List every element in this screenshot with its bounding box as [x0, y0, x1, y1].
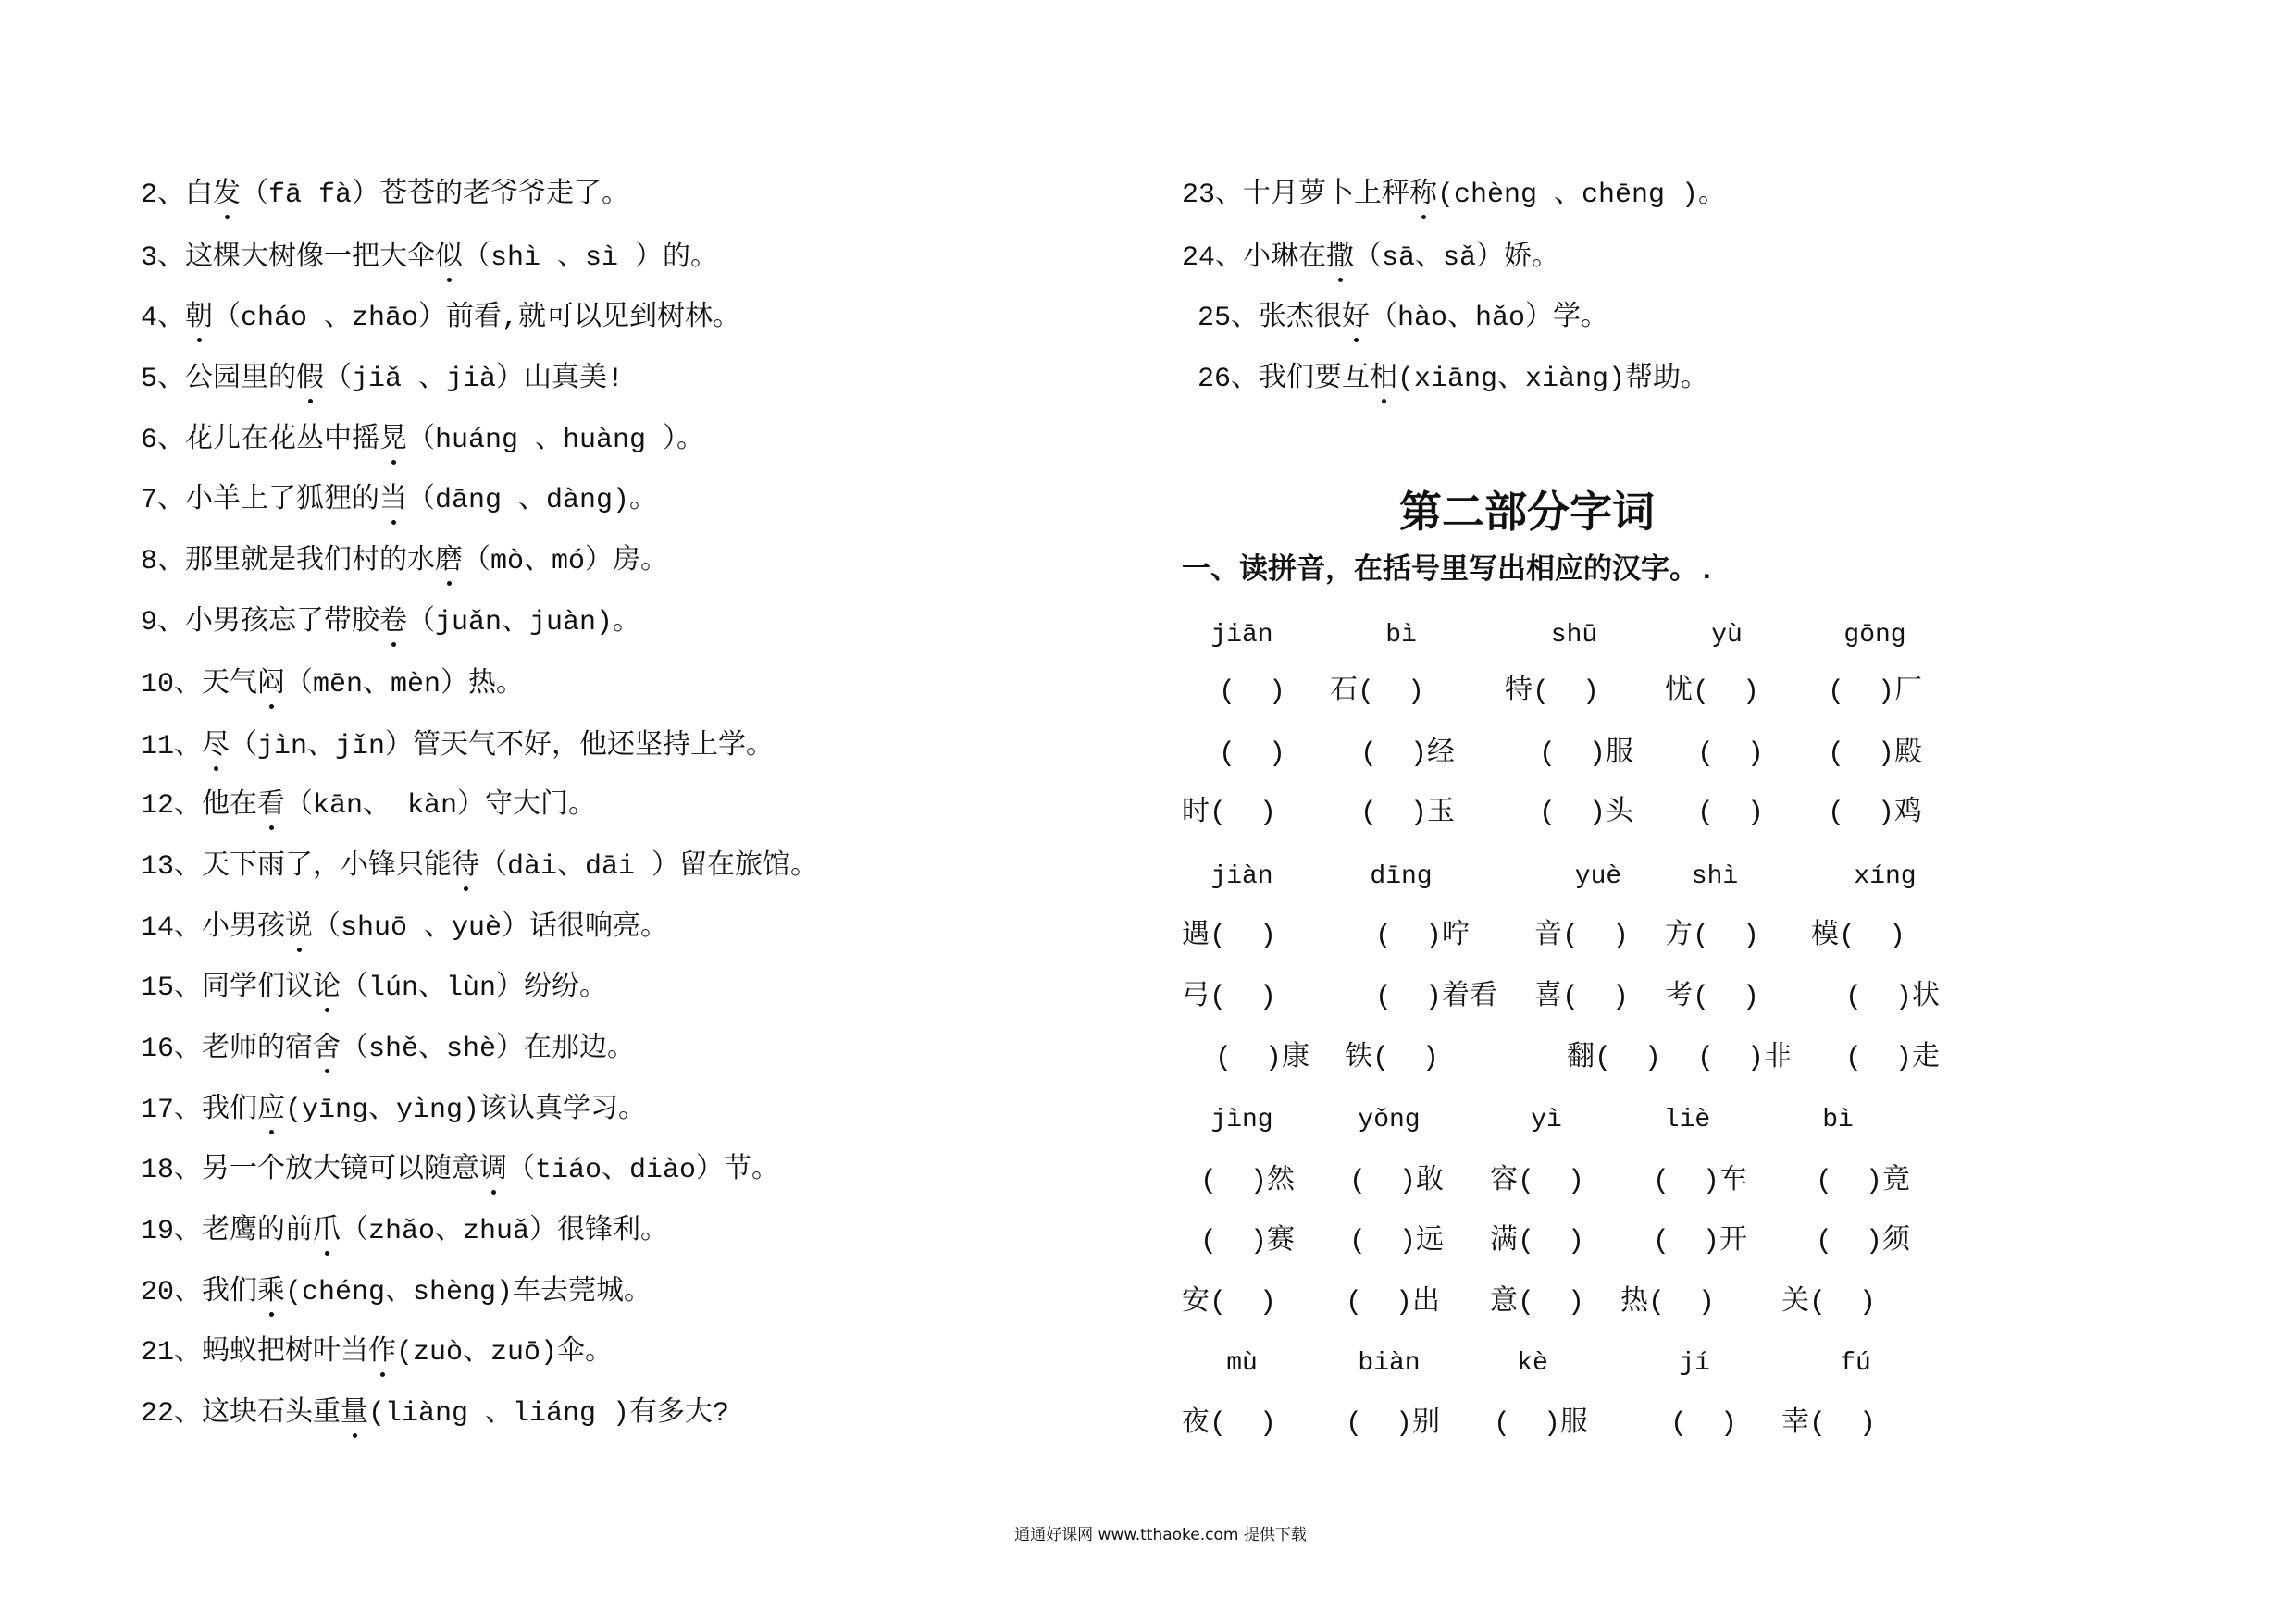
fill-in-cell: ( )然 [1200, 1166, 1296, 1197]
target-character: 磨 [435, 546, 464, 577]
fill-in-cell: 石( ) [1330, 676, 1425, 708]
question-number: 25、 [1198, 303, 1260, 334]
question-item [141, 484, 657, 517]
question-item [141, 1397, 729, 1431]
question-text-after: （mēn、mèn）热。 [285, 669, 525, 700]
question-item [141, 363, 624, 396]
question-text-after: (xiāng、xiàng)帮助。 [1397, 364, 1709, 395]
part-two-title: 第二部分字词 [1399, 487, 1655, 537]
fill-in-cell: ( )康 [1215, 1043, 1310, 1074]
target-character: 撒 [1326, 242, 1355, 274]
target-character: 假 [296, 364, 325, 395]
question-text-after: （jìn、jǐn）管天气不好，他还坚持上学。 [230, 731, 775, 762]
fill-in-cell: 考( ) [1665, 982, 1760, 1013]
fill-in-cell: ( )玉 [1360, 798, 1456, 829]
fill-in-cell: ( )开 [1653, 1226, 1748, 1258]
fill-in-cell: ( )厂 [1828, 676, 1923, 708]
question-number: 22、 [141, 1398, 203, 1430]
question-text-after: （mò、mó）房。 [463, 546, 669, 577]
question-text-before: 我们 [202, 1277, 258, 1308]
fill-in-cell: ( ) [1219, 738, 1286, 770]
pinyin-label: kè [1517, 1349, 1548, 1378]
pinyin-label: yuè [1574, 862, 1622, 891]
target-character: 卷 [379, 607, 408, 638]
target-character: 说 [285, 912, 314, 944]
fill-in-cell: ( )状 [1845, 982, 1941, 1013]
target-character: 乘 [257, 1277, 286, 1308]
pinyin-label: shū [1550, 621, 1598, 650]
question-text-after: （shì 、sì ）的。 [463, 242, 719, 274]
question-number: 15、 [141, 973, 203, 1004]
pinyin-label: gōng [1843, 621, 1906, 650]
pinyin-label: jìng [1210, 1106, 1273, 1134]
question-text-after: (chéng、shèng)车去莞城。 [285, 1277, 652, 1308]
fill-in-cell: 喜( ) [1534, 982, 1630, 1013]
question-text-before: 十月萝卜上秤 [1243, 180, 1410, 211]
target-character: 量 [341, 1398, 369, 1430]
fill-in-cell: 遇( ) [1182, 921, 1277, 952]
fill-in-cell: ( )非 [1697, 1043, 1793, 1074]
target-character: 调 [479, 1155, 508, 1186]
pinyin-label: xíng [1854, 862, 1917, 891]
target-character: 称 [1409, 180, 1438, 211]
fill-in-cell: ( )服 [1494, 1408, 1589, 1440]
fill-in-cell: 关( ) [1781, 1287, 1877, 1319]
fill-in-cell: ( )远 [1349, 1226, 1445, 1258]
pinyin-label: liè [1663, 1106, 1711, 1134]
question-text-before: 老师的宿 [202, 1034, 314, 1065]
question-text-after: （fā fà）苍苍的老爷爷走了。 [241, 180, 630, 211]
question-text-after: （sā、sǎ）娇。 [1354, 242, 1560, 274]
pinyin-label: mù [1226, 1349, 1258, 1378]
question-item [141, 424, 704, 457]
question-number: 11、 [141, 731, 203, 762]
fill-in-cell: 模( ) [1811, 921, 1906, 952]
fill-in-cell: ( )竟 [1816, 1166, 1911, 1197]
fill-in-cell: ( )走 [1845, 1043, 1941, 1074]
question-text-before: 同学们议 [202, 973, 314, 1004]
question-item [141, 179, 629, 212]
question-number: 8、 [141, 546, 186, 577]
question-item [1198, 302, 1608, 335]
pinyin-label: shì [1691, 862, 1739, 891]
fill-in-cell: ( )别 [1346, 1408, 1441, 1440]
question-text-after: （shuō 、yuè）话很响亮。 [313, 912, 669, 944]
question-item [1182, 179, 1726, 212]
question-number: 18、 [141, 1155, 203, 1186]
pinyin-label: yù [1711, 621, 1743, 650]
question-text-after: （tiáo、diào）节。 [507, 1155, 780, 1186]
pinyin-label: bì [1385, 621, 1417, 650]
pinyin-label: fú [1840, 1349, 1871, 1378]
fill-in-cell: 容( ) [1490, 1166, 1585, 1197]
question-text-before: 这块石头重 [202, 1398, 341, 1430]
target-character: 闷 [257, 669, 286, 700]
fill-in-cell: ( )赛 [1200, 1226, 1296, 1258]
question-text-after: （dài、dāi ）留在旅馆。 [479, 851, 819, 883]
question-item [141, 850, 818, 884]
question-text-before: 张杰很 [1259, 303, 1343, 334]
question-number: 21、 [141, 1337, 203, 1369]
target-character: 作 [368, 1337, 397, 1369]
question-number: 13、 [141, 851, 203, 883]
question-item [141, 668, 524, 701]
question-text-before: 老鹰的前 [202, 1216, 314, 1247]
question-text-before: 另一个放大镜可以随意 [202, 1155, 480, 1186]
question-text-before: 我们 [202, 1095, 258, 1126]
question-number: 19、 [141, 1216, 203, 1247]
fill-in-cell: 意( ) [1490, 1287, 1585, 1319]
question-item [141, 1094, 646, 1127]
pinyin-label: jí [1679, 1349, 1710, 1378]
fill-in-cell: ( ) [1697, 738, 1765, 770]
target-character: 应 [257, 1095, 286, 1126]
target-character: 当 [379, 485, 408, 516]
question-text-before: 白 [185, 180, 214, 211]
target-character: 晃 [379, 425, 408, 456]
target-character: 爪 [313, 1216, 341, 1247]
target-character: 待 [452, 851, 480, 883]
question-number: 4、 [141, 303, 186, 334]
target-character: 尽 [202, 731, 230, 762]
fill-in-cell: 夜( ) [1182, 1408, 1277, 1440]
question-text-after: （hào、hǎo）学。 [1370, 303, 1609, 334]
fill-in-cell: ( )须 [1816, 1226, 1911, 1258]
question-item [141, 972, 607, 1005]
pinyin-label: yì [1531, 1106, 1562, 1134]
target-character: 朝 [185, 303, 214, 334]
question-item [141, 730, 774, 763]
fill-in-cell: ( )头 [1539, 798, 1634, 829]
target-character: 舍 [313, 1034, 341, 1065]
fill-in-cell: ( )敢 [1349, 1166, 1445, 1197]
fill-in-cell: ( )鸡 [1828, 798, 1923, 829]
question-text-after: （kān、 kàn）守大门。 [285, 790, 597, 822]
target-character: 发 [213, 180, 242, 211]
question-text-after: （shě、shè）在那边。 [341, 1034, 636, 1065]
section-one-instruction: 一、读拼音，在括号里写出相应的汉字。. [1182, 555, 1716, 588]
fill-in-cell: 铁( ) [1345, 1043, 1440, 1074]
fill-in-cell: ( )殿 [1828, 738, 1923, 770]
pinyin-label: jiàn [1210, 862, 1273, 891]
question-item [141, 1336, 613, 1369]
fill-in-cell: 满( ) [1490, 1226, 1585, 1258]
target-character: 论 [313, 973, 341, 1004]
question-number: 3、 [141, 242, 186, 274]
pinyin-label: dīng [1370, 862, 1433, 891]
question-text-before: 小男孩 [202, 912, 286, 944]
question-number: 17、 [141, 1095, 203, 1126]
fill-in-cell: ( )经 [1360, 738, 1456, 770]
question-number: 6、 [141, 425, 186, 456]
question-number: 26、 [1198, 364, 1260, 395]
question-text-before: 公园里的 [185, 364, 297, 395]
question-item [141, 545, 668, 578]
question-text-after: （huáng 、huàng ）。 [407, 425, 705, 456]
question-text-after: (zuò、zuō)伞。 [396, 1337, 614, 1369]
target-character: 似 [435, 242, 464, 274]
fill-in-cell: ( ) [1219, 676, 1286, 708]
question-text-after: （jiǎ 、jià）山真美! [324, 364, 625, 395]
question-text-before: 天下雨了，小锋只能 [202, 851, 453, 883]
question-number: 16、 [141, 1034, 203, 1065]
question-text-before: 天气 [202, 669, 258, 700]
question-item [141, 911, 668, 945]
fill-in-cell: ( )服 [1539, 738, 1634, 770]
question-text-after: （lún、lùn）纷纷。 [341, 973, 608, 1004]
question-item [1182, 242, 1559, 275]
question-number: 20、 [141, 1277, 203, 1308]
question-text-after: (liàng 、liáng )有多大? [368, 1398, 730, 1430]
question-text-before: 这棵大树像一把大伞 [185, 242, 436, 274]
fill-in-cell: 音( ) [1534, 921, 1630, 952]
pinyin-label: biàn [1358, 1349, 1421, 1378]
question-number: 12、 [141, 790, 203, 822]
target-character: 好 [1342, 303, 1371, 334]
fill-in-cell: ( ) [1697, 798, 1765, 829]
fill-in-cell: ( )咛 [1375, 921, 1471, 952]
question-text-before: 小羊上了狐狸的 [185, 485, 380, 516]
question-number: 2、 [141, 180, 186, 211]
question-text-before: 小琳在 [1243, 242, 1327, 274]
footer-credit: 通通好课网 www.tthaoke.com 提供下载 [1014, 1526, 1307, 1544]
question-number: 9、 [141, 607, 186, 638]
question-text-after: （zhǎo、zhuǎ）很锋利。 [341, 1216, 669, 1247]
fill-in-cell: 翻( ) [1567, 1043, 1662, 1074]
question-item [141, 1215, 668, 1248]
question-text-before: 他在 [202, 790, 258, 822]
fill-in-cell: 时( ) [1182, 798, 1277, 829]
question-number: 10、 [141, 669, 203, 700]
question-text-before: 我们要互 [1259, 364, 1371, 395]
fill-in-cell: ( )车 [1653, 1166, 1748, 1197]
question-number: 14、 [141, 912, 203, 944]
question-text-before: 花儿在花丛中摇 [185, 425, 380, 456]
question-text-after: (yīng、yìng)该认真学习。 [285, 1095, 647, 1126]
question-text-before: 蚂蚁把树叶当 [202, 1337, 369, 1369]
question-text-after: (chèng 、chēng )。 [1437, 180, 1727, 211]
question-text-after: （juǎn、juàn)。 [407, 607, 641, 638]
question-item [141, 1276, 652, 1309]
pinyin-label: yǒng [1358, 1106, 1421, 1134]
fill-in-cell: 幸( ) [1781, 1408, 1877, 1440]
question-number: 23、 [1182, 180, 1244, 211]
fill-in-cell: ( )出 [1346, 1287, 1441, 1319]
fill-in-cell: ( ) [1670, 1408, 1738, 1440]
question-text-before: 那里就是我们村的水 [185, 546, 436, 577]
target-character: 看 [257, 790, 286, 822]
fill-in-cell: 热( ) [1620, 1287, 1716, 1319]
pinyin-label: bì [1822, 1106, 1854, 1134]
target-character: 相 [1370, 364, 1398, 395]
question-item [141, 606, 640, 639]
question-item [141, 1154, 779, 1187]
fill-in-cell: 安( ) [1182, 1287, 1277, 1319]
question-number: 5、 [141, 364, 186, 395]
question-text-before: 小男孩忘了带胶 [185, 607, 380, 638]
question-item [141, 789, 596, 823]
pinyin-label: jiān [1210, 621, 1273, 650]
question-item [1198, 363, 1708, 396]
question-number: 7、 [141, 485, 186, 516]
fill-in-cell: 弓( ) [1182, 982, 1277, 1013]
fill-in-cell: 特( ) [1505, 676, 1600, 708]
fill-in-cell: 忧( ) [1665, 676, 1760, 708]
question-text-after: （cháo 、zhāo）前看,就可以见到树林。 [213, 303, 741, 334]
question-item [141, 302, 740, 335]
question-number: 24、 [1182, 242, 1244, 274]
question-item [141, 242, 718, 275]
question-item [141, 1033, 635, 1066]
question-text-after: （dāng 、dàng)。 [407, 485, 658, 516]
fill-in-cell: ( )着看 [1375, 982, 1498, 1013]
fill-in-cell: 方( ) [1665, 921, 1760, 952]
